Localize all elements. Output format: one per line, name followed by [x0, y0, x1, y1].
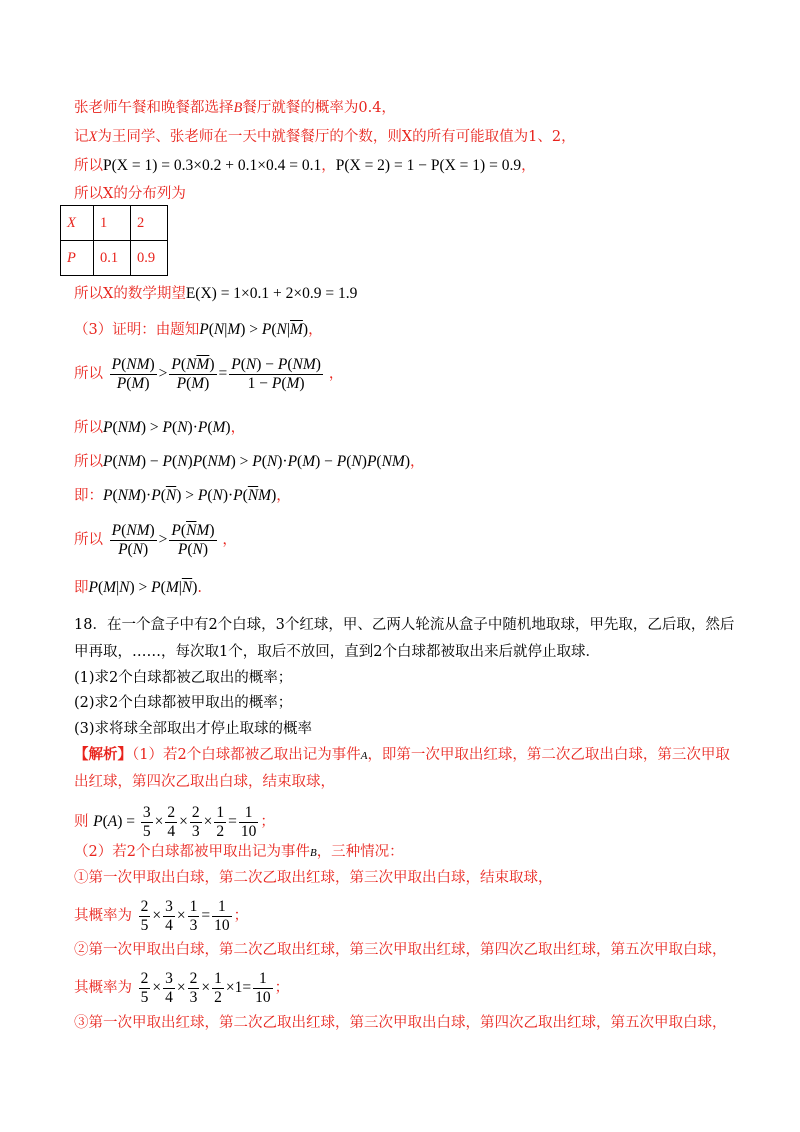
- so-label: 所以: [74, 158, 103, 174]
- text-line-frac2: 所以 $\frac{P(NM)}{P(N)}$ > $\frac{P(\overline{N}M)}{P(\overline{N})}$ ，: [74, 522, 237, 558]
- table-row: [61, 206, 168, 241]
- formula-frac2: $\frac{P(NM)}{P(N)}$ > $\frac{P(\overline{N}M)}{P(\overline{N})}$: [111, 522, 215, 558]
- case-2: ②第一次甲取出白球，第二次乙取出红球，第三次甲取出红球，第四次乙取出红球，第五次甲取白球，: [74, 942, 727, 958]
- table-cell: 0.9: [131, 241, 168, 276]
- dist-intro: 所以X的分布列为: [74, 186, 186, 202]
- so-label: 所以: [74, 454, 103, 470]
- then-label: 则: [74, 814, 89, 831]
- text-line-6: 所以P(NM) > P(N)·P(M)，: [74, 419, 246, 436]
- formula-ineq1: P(NM) > P(N)·P(M): [103, 419, 231, 436]
- proof-intro: （3）证明：由题知: [74, 322, 200, 338]
- formula-conclusion: $P(M|N) > P(M|\overline{N})$: [88, 579, 198, 596]
- formula-given: $P(N|M) > P(N|\overline{M})$: [199, 321, 309, 338]
- table-cell: 2: [131, 206, 168, 241]
- table-cell: [61, 241, 94, 276]
- expectation-label: 所以X的数学期望: [74, 286, 186, 302]
- solution-line-4: [74, 842, 404, 863]
- solution-s2-tail: ，三种情况：: [316, 844, 404, 860]
- var-x: X: [88, 129, 98, 145]
- text-line-9: 即$P(M|N) > P(M|\overline{N})$.: [74, 579, 202, 596]
- q18-line-3: (1)求2个白球都被乙取出的概率；: [74, 670, 293, 686]
- line2-tail: 为王同学、张老师在一天中就餐餐厅的个数，则X的所有可能取值为1、2，: [97, 129, 576, 145]
- text-line-8: 即：$P(NM)\cdot P(\overline{N}) > P(N)\cdot P(\overline{N}M)$，: [74, 487, 291, 504]
- so-label: 所以: [74, 366, 103, 383]
- event-b: B: [309, 847, 317, 859]
- formula-pa: P(A) = $\frac{3}{5}$ × $\frac{2}{4}$ × $\frac{2}{3}$ × $\frac{1}{2}$ = $\frac{1}{10}$: [93, 804, 257, 840]
- text-line-5: [74, 284, 357, 304]
- text-line-3: 所以P(X = 1) = 0.3×0.2 + 0.1×0.4 = 0.1，P(X = 2) = 1 − P(X = 1) = 0.9，: [74, 157, 536, 174]
- solution-line-2: 出红球，第四次乙取出白球，结束取球，: [74, 774, 335, 790]
- formula-case1: $\frac{2}{5}$ × $\frac{3}{4}$ × $\frac{1}{3}$ = $\frac{1}{10}$: [140, 898, 230, 934]
- distribution-table: [60, 205, 168, 276]
- q18-line-5: (3)求将球全部取出才停止取球的概率: [74, 721, 313, 737]
- q18-line-2: 甲再取，……，每次取1个，取后不放回，直到2个白球都被取出来后就停止取球．: [74, 644, 600, 660]
- text-line-frac1: 所以 $\frac{P(NM)}{P(M)}$ > $\frac{P(N\overline{M})}{P(\overline{M})}$ = $\frac{P(N) - P(NM)}{1 - P(M)}$ ，: [74, 356, 344, 392]
- so-label: 所以: [74, 532, 103, 549]
- solution-line-3: 则 P(A) = $\frac{3}{5}$ × $\frac{2}{4}$ × $\frac{2}{3}$ × $\frac{1}{2}$ = $\frac{1}{10}$ ；: [74, 804, 275, 840]
- formula-ineq3: $P(NM)\cdot P(\overline{N}) > P(N)\cdot P(\overline{N}M)$: [103, 487, 277, 504]
- cell-p: P: [67, 249, 76, 266]
- line2-head: 记: [74, 129, 89, 145]
- formula-p-x1: P(X = 1) = 0.3×0.2 + 0.1×0.4 = 0.1: [103, 157, 322, 174]
- q18-line-1: 18．在一个盒子中有2个白球，3个红球，甲、乙两人轮流从盒子中随机地取球，甲先取，乙后取，然后: [74, 617, 735, 633]
- table-cell: 1: [94, 206, 131, 241]
- var-b: B: [233, 100, 243, 116]
- text-line-1: [74, 98, 396, 118]
- table-cell: 0.1: [94, 241, 131, 276]
- formula-frac1: $\frac{P(NM)}{P(M)}$ > $\frac{P(N\overline{M})}{P(\overline{M})}$ = $\frac{P(N) - P(NM)}{1 - P(M)}$: [111, 356, 321, 392]
- solution-s1-tail: ，即第一次甲取出红球，第二次乙取出白球，第三次甲取: [367, 747, 730, 763]
- formula-expectation: E(X) = 1×0.1 + 2×0.9 = 1.9: [185, 285, 358, 302]
- text-line-proof: （3）证明：由题知$P(N|M) > P(N|\overline{M})$，: [74, 321, 323, 338]
- prob-label: 其概率为: [74, 980, 132, 997]
- text-line-4: [74, 184, 186, 204]
- ji-label: 即：: [74, 488, 103, 504]
- q18-line-4: (2)求2个白球都被甲取出的概率；: [74, 695, 293, 711]
- text-line-7: 所以P(NM) − P(N)P(NM) > P(N)·P(M) − P(N)P(NM)，: [74, 453, 425, 470]
- prob-line-1: 其概率为 $\frac{2}{5}$ × $\frac{3}{4}$ × $\frac{1}{3}$ = $\frac{1}{10}$ ；: [74, 898, 249, 934]
- formula-case2: $\frac{2}{5}$ × $\frac{3}{4}$ × $\frac{2}{3}$ × $\frac{1}{2}$ ×1= $\frac{1}{10}$: [140, 970, 271, 1006]
- formula-p-x2: P(X = 2) = 1 − P(X = 1) = 0.9: [335, 157, 522, 174]
- ji-label: 即: [74, 580, 89, 596]
- solution-tag: 【解析】: [74, 746, 132, 763]
- case-3: ③第一次甲取出红球，第二次乙取出红球，第三次甲取出白球，第四次乙取出红球，第五次甲取白球，: [74, 1015, 727, 1031]
- so-label: 所以: [74, 420, 103, 436]
- formula-ineq2: P(NM) − P(N)P(NM) > P(N)·P(M) − P(N)P(NM): [103, 453, 410, 470]
- cell-x: X: [67, 214, 76, 231]
- event-a: A: [360, 750, 368, 762]
- prob-line-2: 其概率为 $\frac{2}{5}$ × $\frac{3}{4}$ × $\frac{2}{3}$ × $\frac{1}{2}$ ×1= $\frac{1}{10}$ ；: [74, 970, 290, 1006]
- solution-s2-head: （2）若2个白球都被甲取出记为事件: [74, 844, 310, 860]
- solution-s1-head: （1）若2个白球都被乙取出记为事件: [132, 747, 361, 763]
- table-row: [61, 241, 168, 276]
- table-cell: [61, 206, 94, 241]
- line1-tail: 餐厅就餐的概率为0.4，: [242, 100, 396, 116]
- solution-line-1: [74, 745, 730, 766]
- prob-label: 其概率为: [74, 908, 132, 925]
- case-1: ①第一次甲取出白球，第二次乙取出红球，第三次甲取出白球，结束取球，: [74, 870, 553, 886]
- line1-text: 张老师午餐和晚餐都选择: [74, 100, 234, 116]
- text-line-2: [74, 127, 576, 147]
